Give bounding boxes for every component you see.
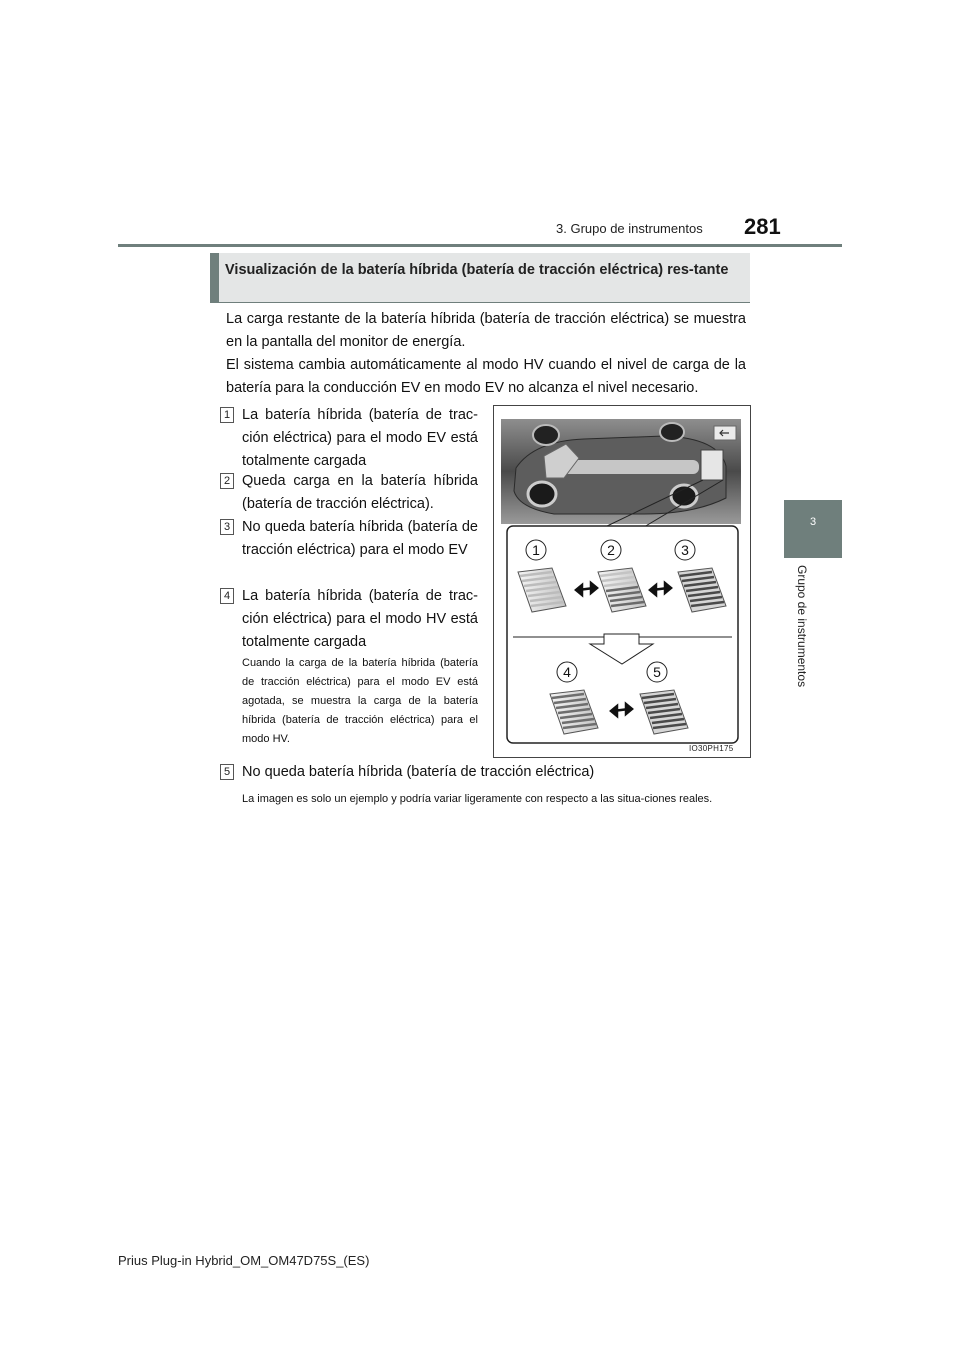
item-5-text: No queda batería híbrida (batería de tracción eléctrica) <box>242 764 595 780</box>
intro-paragraph-1: La carga restante de la batería híbrida (batería de tracción eléctrica) se muestra en la pantalla del monitor de energía. <box>226 311 746 350</box>
item-4-note: Cuando la carga de la batería híbrida (batería de tracción eléctrica) para el modo EV está agotada, se muestra la carga de la batería híbrida (batería de tracción eléctrica) para el modo HV. <box>242 657 478 745</box>
callout-1: 1 <box>532 542 540 558</box>
figure-code: IO30PH175 <box>689 744 734 753</box>
item-number-5: 5 <box>220 764 234 780</box>
document-footer: Prius Plug-in Hybrid_OM_OM47D75S_(ES) <box>118 1253 370 1268</box>
item-3-text: No queda batería híbrida (batería de tracción eléctrica) para el modo EV <box>242 519 478 558</box>
image-disclaimer-note: La imagen es solo un ejemplo y podría variar ligeramente con respecto a las situa-ciones reales. <box>242 793 713 805</box>
wheel-rear-left <box>660 423 684 441</box>
item-number-1: 1 <box>220 407 234 423</box>
section-title: Visualización de la batería híbrida (batería de tracción eléctrica) res-tante <box>225 262 729 278</box>
battery-display-figure <box>493 405 751 758</box>
chapter-tab-label: Grupo de instrumentos <box>795 565 809 688</box>
callout-4: 4 <box>563 664 571 680</box>
section-title-banner <box>210 253 750 303</box>
wheel-front-left <box>533 425 559 445</box>
running-header-section: 3. Grupo de instrumentos <box>556 221 703 236</box>
header-rule <box>118 244 842 247</box>
page-number: 281 <box>744 214 781 239</box>
item-2-text: Queda carga en la batería híbrida (batería de tracción eléctrica). <box>242 473 478 512</box>
battery-gauge-on-screen <box>701 450 723 480</box>
item-number-4: 4 <box>220 588 234 604</box>
item-4-text: La batería híbrida (batería de trac-ción eléctrica) para el modo HV está totalmente cargada <box>242 588 478 650</box>
wheel-front-right <box>528 482 556 506</box>
item-number-3: 3 <box>220 519 234 535</box>
item-1-text: La batería híbrida (batería de trac-ción eléctrica) para el modo EV está totalmente cargada <box>242 407 478 469</box>
chapter-tab <box>784 500 842 558</box>
chapter-tab-number: 3 <box>809 516 817 528</box>
battery-display-illustration <box>494 406 750 757</box>
callout-5: 5 <box>653 664 661 680</box>
callout-2: 2 <box>607 542 615 558</box>
item-number-2: 2 <box>220 473 234 489</box>
callout-3: 3 <box>681 542 689 558</box>
intro-paragraph-2: El sistema cambia automáticamente al modo HV cuando el nivel de carga de la batería para la conducción EV en modo EV no alcanza el nivel necesario. <box>226 357 746 396</box>
